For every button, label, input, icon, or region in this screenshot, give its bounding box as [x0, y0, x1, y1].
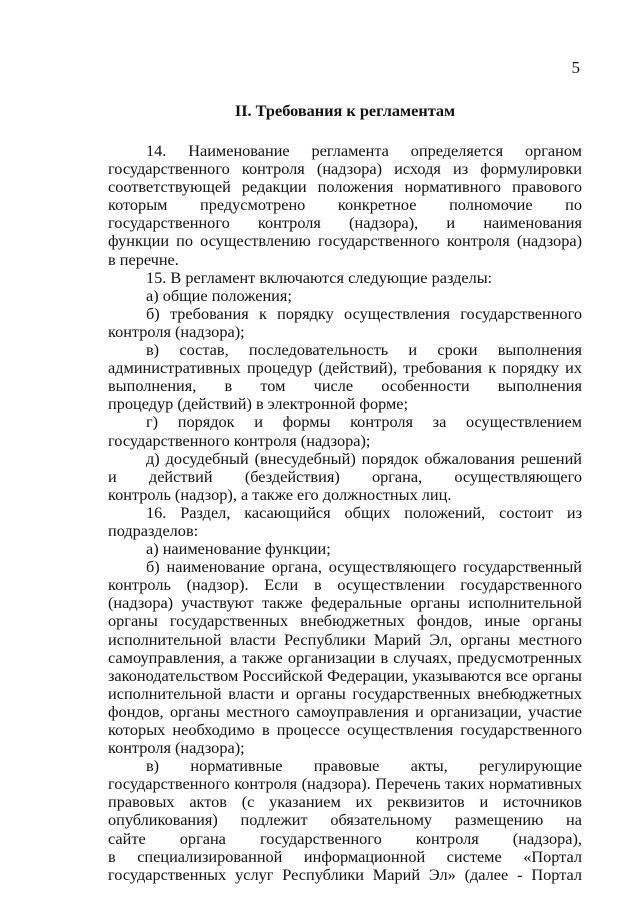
- text-line: законодательством Российской Федерации, указываются все органы: [108, 666, 582, 685]
- text-line: государственного контроля (надзора). Перечень таких нормативных: [108, 775, 582, 794]
- text-line: и действий (бездействия) органа, осуществляющего: [108, 467, 582, 486]
- text-line: г) порядок и формы контроля за осуществлением: [146, 413, 582, 432]
- text-line: исполнительной власти и органы государственных внебюджетных: [108, 684, 582, 703]
- text-line: а) общие положения;: [146, 286, 292, 305]
- text-line: контроля (надзора);: [108, 739, 245, 758]
- text-line: административных процедур (действий), требования к порядку их: [108, 359, 582, 378]
- text-line: государственного контроля (надзора);: [108, 431, 371, 450]
- text-line: 14. Наименование регламента определяется органом: [146, 142, 582, 160]
- text-line: б) наименование органа, осуществляющего государственный: [146, 558, 582, 577]
- text-line: которым предусмотрено конкретное полномочие по: [108, 196, 582, 215]
- text-line: государственного контроля (надзора), и наименования: [108, 214, 582, 233]
- text-line: б) требования к порядку осуществления государственного: [146, 304, 582, 323]
- text-line: процедур (действий) в электронной форме;: [108, 395, 409, 414]
- text-line: выполнения, в том числе особенности выполнения: [108, 377, 582, 396]
- text-line: соответствующей редакции положения нормативного правового: [108, 178, 582, 197]
- text-line: сайте органа государственного контроля (надзора),: [108, 829, 582, 848]
- text-line: правовых актов (с указанием их реквизитов и источников: [108, 793, 582, 812]
- text-line: исполнительной власти Республики Марий Эл, органы местного: [108, 630, 582, 649]
- text-line: 15. В регламент включаются следующие разделы:: [146, 268, 493, 287]
- text-line: а) наименование функции;: [146, 540, 331, 559]
- text-line: контроля (надзора);: [108, 322, 245, 341]
- text-line: органы государственных внебюджетных фондов, иные органы: [108, 612, 582, 631]
- text-line: в) нормативные правовые акты, регулирующие: [146, 757, 582, 776]
- text-line: подразделов:: [108, 521, 199, 540]
- text-line: государственных услуг Республики Марий Эл» (далее - Портал: [108, 865, 582, 884]
- body-text: [108, 142, 582, 884]
- text-line: д) досудебный (внесудебный) порядок обжалования решений: [146, 449, 582, 468]
- page-number: 5: [571, 58, 580, 77]
- text-line: 16. Раздел, касающийся общих положений, состоит из: [146, 503, 582, 522]
- section-title: II. Требования к регламентам: [234, 101, 456, 120]
- text-line: контроль (надзор), а также его должностных лиц.: [108, 485, 452, 504]
- text-line: которых необходимо в процессе осуществления государственного: [108, 721, 582, 739]
- text-line: в специализированной информационной системе «Портал: [108, 847, 582, 866]
- text-line: контроль (надзор). Если в осуществлении государственного: [108, 576, 582, 595]
- text-line: государственного контроля (надзора) исходя из формулировки: [108, 160, 582, 179]
- text-line: в перечне.: [108, 250, 179, 269]
- text-line: опубликования) подлежит обязательному размещению на: [108, 811, 582, 830]
- text-line: фондов, органы местного самоуправления и организации, участие: [108, 702, 582, 721]
- text-line: функции по осуществлению государственного контроля (надзора): [108, 232, 582, 251]
- text-line: в) состав, последовательность и сроки выполнения: [146, 341, 582, 360]
- text-line: (надзора) участвуют также федеральные органы исполнительной: [108, 594, 582, 613]
- text-line: самоуправления, а также организации в случаях, предусмотренных: [108, 648, 582, 667]
